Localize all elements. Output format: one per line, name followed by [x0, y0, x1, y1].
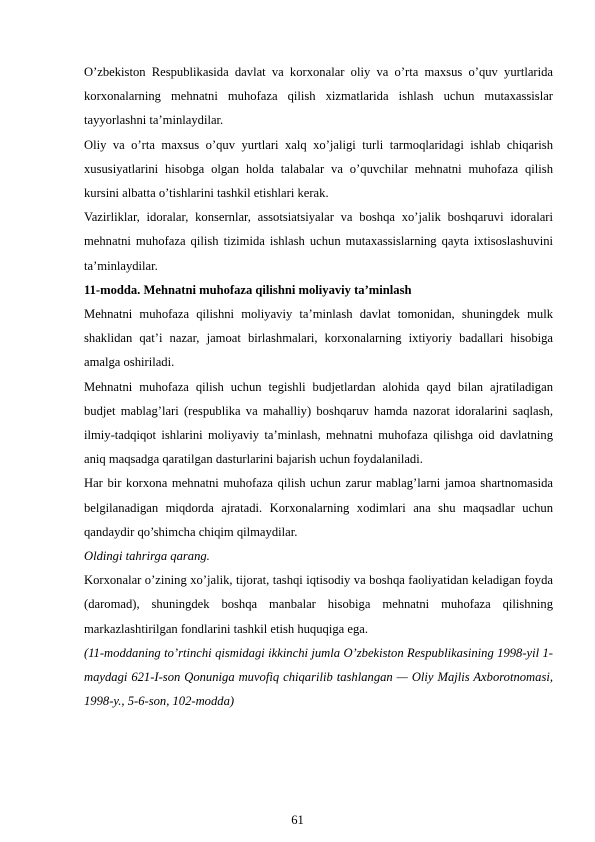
paragraph-2: Oliy va o’rta maxsus o’quv yurtlari xalq xo’jaligi turli tarmoqlaridagi ishlab chiqarish xususiyatlarini hisobga olgan holda talabalar va o’quvchilar mehnatni muhofaza qilish kursini albatta o’tishlarini tashkil etishlari kerak. [84, 137, 553, 201]
paragraph-1: O’zbekiston Respublikasida davlat va korxonalar oliy va o’rta maxsus o’quv yurtlarida korxonalarning mehnatni muhofaza qilish xizmatlarida ishlash uchun mutaxassislar tayyorlashni ta’minlaydilar. [84, 65, 553, 128]
paragraph-5: Mehnatni muhofaza qilish uchun tegishli budjetlardan alohida qayd bilan ajratiladigan budjet mablag’lari (respublika va mahalliy) boshqaruv hamda nazorat idoralarini saqlash, ilmiy-tadqiqot ishlarini moliyaviy ta’minlash, mehnatni muhofaza qilishga oid davlatning aniq maqsadga qaratilgan dasturlarini bajarish uchun foydalaniladi. [84, 379, 553, 467]
article-heading: 11-modda. Mehnatni muhofaza qilishni moliyaviy ta’minlash [84, 282, 412, 297]
page-number: 61 [291, 813, 304, 827]
paragraph-7: Korxonalar o’zining xo’jalik, tijorat, tashqi iqtisodiy va boshqa faoliyatidan keladigan foyda (daromad), shuningdek boshqa manbalar hisobiga mehnatni muhofaza qilishning markazlashtirilgan fondlarini tashkil etish huquqiga ega. [84, 573, 553, 636]
document-page [84, 60, 553, 713]
paragraph-4: Mehnatni muhofaza qilishni moliyaviy ta’minlash davlat tomonidan, shuningdek mulk shaklidan qat’i nazar, jamoat birlashmalari, korxonalarning ixtiyoriy badallari hisobiga amalga oshiriladi. [84, 307, 553, 370]
editorial-note: (11-moddaning to’rtinchi qismidagi ikkinchi jumla O’zbekiston Respublikasining 1998-yil 1-maydagi 621-I-son Qonuniga muvofiq chiqarilib tashlangan — Oliy Majlis Axborotnomasi, 1998-y., 5-6-son, 102-modda) [84, 645, 553, 709]
paragraph-3: Vazirliklar, idoralar, konsernlar, assotsiatsiyalar va boshqa xo’jalik boshqaruvi idoralari mehnatni muhofaza qilish tizimida ishlash uchun mutaxassislarning qayta ixtisoslashuvini ta’minlaydilar. [84, 210, 553, 273]
previous-edition-link[interactable]: Oldingi tahrirga qarang. [84, 549, 210, 564]
paragraph-6: Har bir korxona mehnatni muhofaza qilish uchun zarur mablag’larni jamoa shartnomasida belgilanadigan miqdorda ajratadi. Korxonalarning xodimlari ana shu maqsadlar uchun qandaydir qo’shimcha chiqim qilmaydilar. [84, 476, 553, 539]
